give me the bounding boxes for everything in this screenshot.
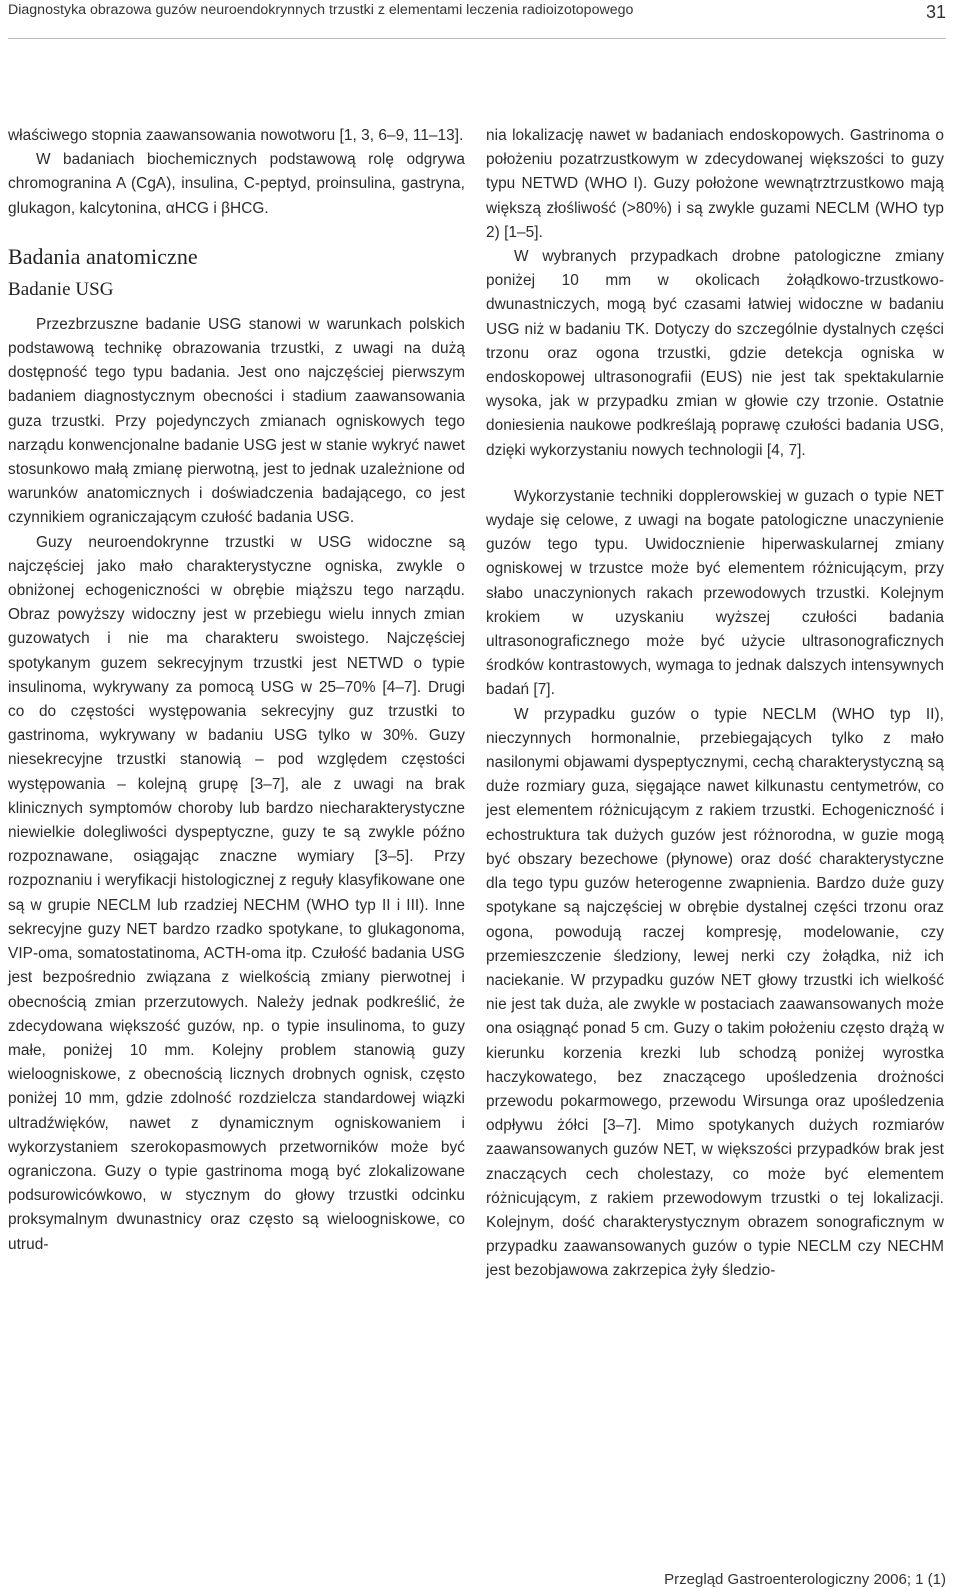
subsection-title: Badanie USG: [8, 278, 114, 300]
running-title: Diagnostyka obrazowa guzów neuroendokrynnych trzustki z elementami leczenia radioizotopowego: [8, 2, 634, 18]
paragraph-usg-intro: Przezbrzuszne badanie USG stanowi w warunkach polskich podstawową technikę obrazowania trzustki, z uwagi na dużą dostępność tego typu badania. Jest ono najczęściej pierwszym badaniem diagnostycznym obecności i stadium zaawansowania guza trzustki. Przy pojedynczych zmianach ogniskowych tego narządu konwencjonalne badanie USG jest w stanie wykryć nawet stosunkowo małą zmianę pierwotną, jest to jednak uzależnione od warunków anatomicznych i doświadczenia badającego, co jest czynnikiem ograniczającym czułość badania USG.: [8, 315, 465, 527]
paragraph-biochemistry: W badaniach biochemicznych podstawową rolę odgrywa chromogranina A (CgA), insulina, C-peptyd, proinsulina, gastryna, glukagon, kalcytonina, αHCG i βHCG.: [8, 151, 465, 217]
left-column: [8, 124, 465, 1257]
journal-footer: Przegląd Gastroenterologiczny 2006; 1 (1): [664, 1571, 946, 1588]
running-header: [8, 2, 946, 39]
right-column: [486, 124, 944, 1284]
paragraph-usg-tumors: Guzy neuroendokrynne trzustki w USG widoczne są najczęściej jako mało charakterystyczne ogniska, zwykle o obniżonej echogeniczności w obrębie miąższu tego narządu. Obraz powyższy widoczny jest w przebiegu wielu innych zmian guzowatych i nie ma charakteru swoistego. Najczęściej spotykanym guzem sekrecyjnym trzustki jest NETWD o typie insulinoma, wykrywany za pomocą USG w 25–70% [4–7]. Drugi co do częstości występowania sekrecyjny guz trzustki to gastrinoma, wykrywany w badaniu USG tylko w 30%. Guzy niesekrecyjne trzustki stanowią – pod względem częstości występowania – kolejną grupę [3–7], ale z uwagi na brak klinicznych symptomów choroby lub bardzo niecharakterystyczne niewielkie dolegliwości dyspeptyczne, guzy te są zwykle późno rozpoznawane, osiągając znaczne wymiary [3–5]. Przy rozpoznaniu i weryfikacji histologicznej z reguły klasyfikowane one są w grupie NECLM lub rzadziej NECHM (WHO typ II i III). Inne sekrecyjne guzy NET bardzo rzadko spotykane, to glukagonoma, VIP-oma, somatostatinoma, ACTH-oma itp. Czułość badania USG jest bezpośrednio związana z wielkością zmiany pierwotnej i obecnością zmian przerzutowych. Należy jednak podkreślić, że zdecydowana większość guzów, np. o typie insulinoma, to guzy małe, poniżej 10 mm. Kolejny problem stanowią guzy wieloogniskowe, z obecnością licznych drobnych ognisk, często poniżej 10 mm, gdzie zdolność rozdzielcza standardowej wiązki ultradźwięków, nawet z dynamicznym ogniskowaniem i wykorzystaniem szerokopasmowych przetworników może być ograniczona. Guzy o typie gastrinoma mogą być zlokalizowane podsurowicówkowo, w stycznym do głowy trzustki odcinku proksymalnym dwunastnicy oraz często są wieloogniskowe, co utrud-: [8, 533, 465, 1253]
page-number: 31: [925, 2, 946, 22]
paragraph-doppler: Wykorzystanie techniki dopplerowskiej w guzach o typie NET wydaje się celowe, z uwagi na bogate patologiczne unaczynienie guzów tego typu. Uwidocznienie hiperwaskularnej zmiany ogniskowej w trzustce może być elementem różnicującym, przy słabo unaczynionych rakach przewodowych trzustki. Kolejnym krokiem w uzyskaniu wyższej czułości badania ultrasonograficznego może być użycie ultrasonograficznych środków kontrastowych, wymaga to jednak dalszych intensywnych badań [7].: [486, 487, 944, 699]
paragraph-continued-right: nia lokalizację nawet w badaniach endoskopowych. Gastrinoma o położeniu pozatrzustkowym w zdecydowanej większości to guzy typu NETWD (WHO I). Guzy położone wewnątrztrzustkowo mają większą złośliwość (>80%) i są zwykle guzami NECLM (WHO typ 2) [1–5].: [486, 127, 944, 241]
paragraph-continued: właściwego stopnia zaawansowania nowotworu [1, 3, 6–9, 11–13].: [8, 127, 464, 144]
paragraph-neclm: W przypadku guzów o typie NECLM (WHO typ II), nieczynnych hormonalnie, przebiegających tylko z mało nasilonymi objawami dyspeptycznymi, cechą charakterystyczną są duże rozmiary guza, sięgające nawet kilkunastu centymetrów, co jest elementem różnicującym z rakiem trzustki. Echogeniczność i echostruktura tak dużych guzów jest różnorodna, w guzie mogą być obszary bezechowe (płynowe) oraz dość charakterystyczne dla tego typu guzów heterogenne zwapnienia. Bardzo duże guzy spotykane są najczęściej w obrębie dystalnej części trzonu oraz ogona, powodują raczej kompresję, modelowanie, czy przemieszczenie śledziony, lewej nerki czy żołądka, niż ich naciekanie. W przypadku guzów NET głowy trzustki ich wielkość nie jest tak duża, ale zwykle w postaciach zaawansowanych może ona osiągnąć ponad 5 cm. Guzy o takim położeniu często drążą w kierunku korzenia krezki lub schodzą poniżej wyrostka haczykowatego, bez znaczącego upośledzenia drożności przewodu pokarmowego, przewodu Wirsunga oraz upośledzenia odpływu żółci [3–7]. Mimo spotykanych dużych rozmiarów zaawansowanych guzów NET, w większości przypadków brak jest znaczących cech cholestazy, co może być elementem różnicującym, z rakiem przewodowym trzustki o tej lokalizacji. Kolejnym, dość charakterystycznym obrazem sonograficznym w przypadku zaawansowanych guzów o typie NECLM czy NECHM jest bezobjawowa zakrzepica żyły śledzio-: [486, 705, 944, 1280]
paragraph-small-lesions: W wybranych przypadkach drobne patologiczne zmiany poniżej 10 mm w okolicach żołądkowo-trzustkowo-dwunastniczych, mogą być czasami łatwiej widoczne w badaniu USG niż w badaniu TK. Dotyczy do szczególnie dystalnych części trzonu oraz ogona trzustki, gdzie detekcja ogniska w endoskopowej ultrasonografii (EUS) nie jest tak spektakularnie wysoka, jak w przypadku zmian w głowie czy trzonie. Ostatnie doniesienia naukowe podkreślają poprawę czułości badania USG, dzięki wykorzystaniu nowych technologii [4, 7].: [486, 248, 944, 459]
section-title: Badania anatomiczne: [8, 243, 198, 269]
